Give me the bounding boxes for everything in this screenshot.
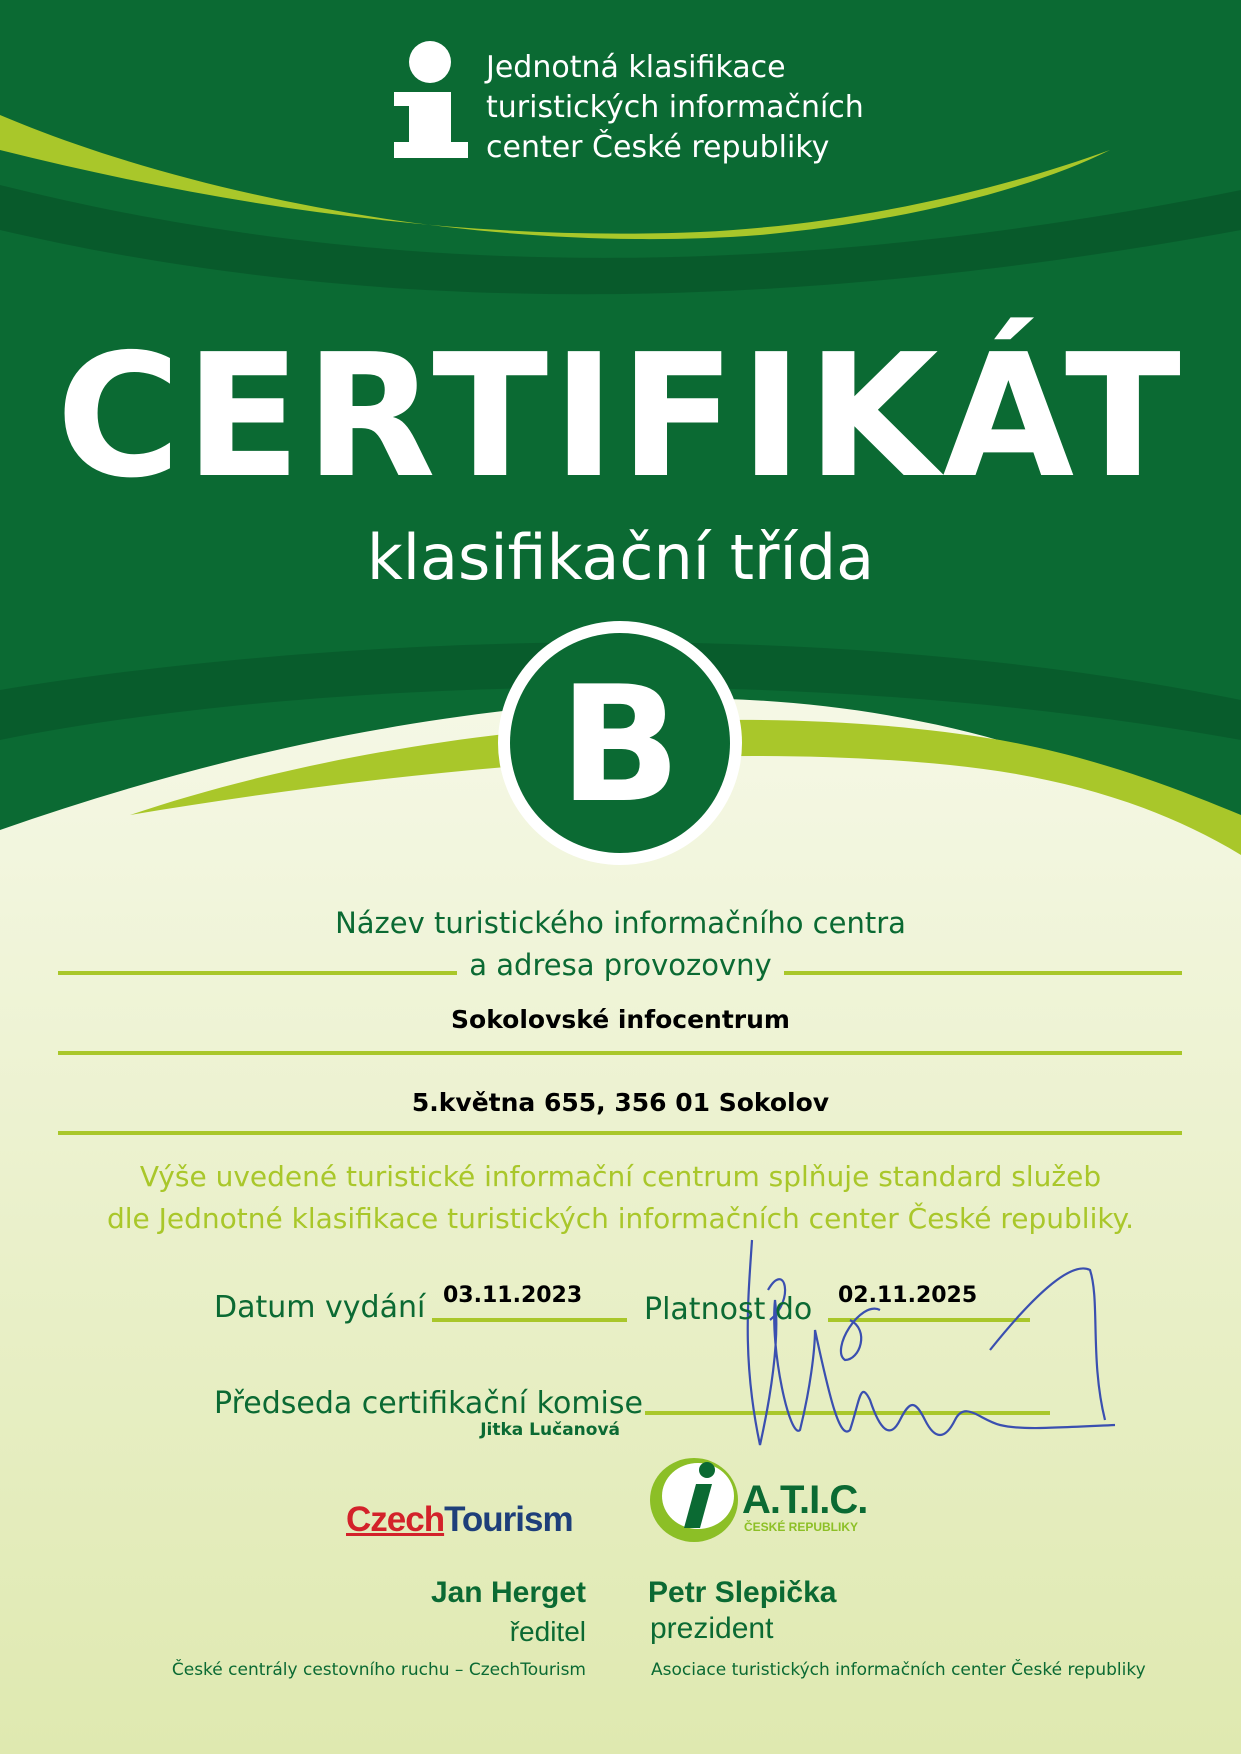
signatory-2-organization: Asociace turistických informačních center České republiky [651, 1660, 1146, 1680]
czechtourism-logo [346, 1500, 573, 1540]
logo-line-3: center České republiky [486, 130, 830, 165]
signatory-2-name: Petr Slepička [648, 1576, 837, 1609]
center-name-label [0, 902, 1241, 986]
signatory-1-organization: České centrály cestovního ruchu – CzechTourism [171, 1660, 586, 1680]
czechtourism-logo-part2: Tourism [444, 1500, 573, 1539]
class-letter: B [559, 651, 681, 838]
logo-line-1: Jednotná klasifikace [486, 50, 786, 85]
signatory-2-role: prezident [650, 1612, 774, 1645]
center-name-label-line-2: a adresa provozovny [469, 948, 772, 982]
atic-logo-icon [650, 1458, 738, 1542]
issue-date-value: 03.11.2023 [443, 1283, 583, 1308]
logo-line-2: turistických informačních [486, 90, 864, 125]
statement-line-2: dle Jednotné klasifikace turistických informačních center České republiky. [106, 1202, 1135, 1235]
issue-date-label: Datum vydání [214, 1290, 426, 1325]
commission-chair-name: Jitka Lučanová [480, 1420, 620, 1440]
classification-logo-text [486, 48, 864, 168]
commission-chair-label: Předseda certifikační komise [214, 1386, 643, 1421]
signatory-1-name: Jan Herget [430, 1576, 586, 1609]
center-name-value: Sokolovské infocentrum [451, 1005, 790, 1034]
certificate-subtitle: klasifikační třída [366, 521, 875, 594]
valid-to-label: Platnost do [644, 1292, 813, 1327]
atic-logo-text: A.T.I.C. [742, 1478, 868, 1522]
atic-logo-subtext: ČESKÉ REPUBLIKY [744, 1520, 859, 1534]
center-address-value: 5.května 655, 356 01 Sokolov [411, 1088, 830, 1117]
center-name-label-line-1: Název turistického informačního centra [335, 906, 906, 940]
certificate-title: CERTIFIKÁT [56, 318, 1185, 516]
signatory-1-role: ředitel [509, 1616, 586, 1647]
valid-to-value: 02.11.2025 [838, 1283, 978, 1308]
czechtourism-logo-part1: Czech [346, 1500, 445, 1539]
compliance-statement [0, 1156, 1241, 1240]
statement-line-1: Výše uvedené turistické informační centrum splňuje standard služeb [139, 1160, 1102, 1193]
